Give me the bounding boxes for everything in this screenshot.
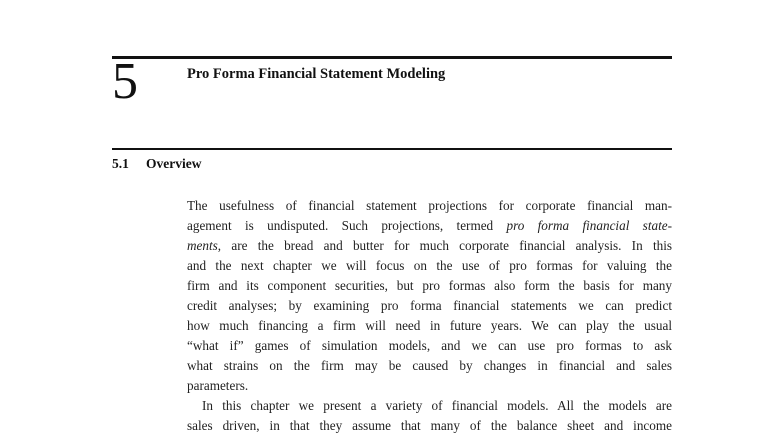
paragraph-1-line: credit analyses; by examining pro forma financial statements we can predict xyxy=(187,298,672,313)
paragraph-2-line: sales driven, in that they assume that many of the balance sheet and income xyxy=(187,418,672,433)
section-number: 5.1 xyxy=(112,156,129,171)
paragraph-1-line: and the next chapter we will focus on the use of pro formas for valuing the xyxy=(187,258,672,273)
chapter-number: 5 xyxy=(112,53,138,110)
section-heading xyxy=(112,156,201,172)
section-rule xyxy=(112,148,672,150)
paragraph-1-line: parameters. xyxy=(187,378,249,393)
paragraph-1-line: how much financing a firm will need in future years. We can play the usual xyxy=(187,318,672,333)
paragraph-1-line: firm and its component securities, but pro formas also form the basis for many xyxy=(187,278,672,293)
paragraph-1-line: The usefulness of financial statement projections for corporate financial man- xyxy=(187,198,672,213)
body-text xyxy=(187,196,672,436)
section-title: Overview xyxy=(146,156,202,171)
paragraph-1-line xyxy=(187,236,672,256)
emphasis-text: ments xyxy=(187,238,218,253)
emphasis-text: pro forma financial state- xyxy=(506,218,672,233)
text-run: , are the bread and butter for much corporate financial analysis. In this xyxy=(217,238,672,253)
paragraph-2-line: In this chapter we present a variety of financial models. All the models are xyxy=(202,398,672,413)
paragraph-1-line: “what if” games of simulation models, and we can use pro formas to ask xyxy=(187,338,672,353)
text-run: agement is undisputed. Such projections, termed xyxy=(187,218,507,233)
paragraph-1-line xyxy=(187,216,672,236)
paragraph-1-line: what strains on the firm may be caused by changes in financial and sales xyxy=(187,358,672,373)
chapter-title: Pro Forma Financial Statement Modeling xyxy=(187,66,446,82)
chapter-top-rule xyxy=(112,56,672,59)
